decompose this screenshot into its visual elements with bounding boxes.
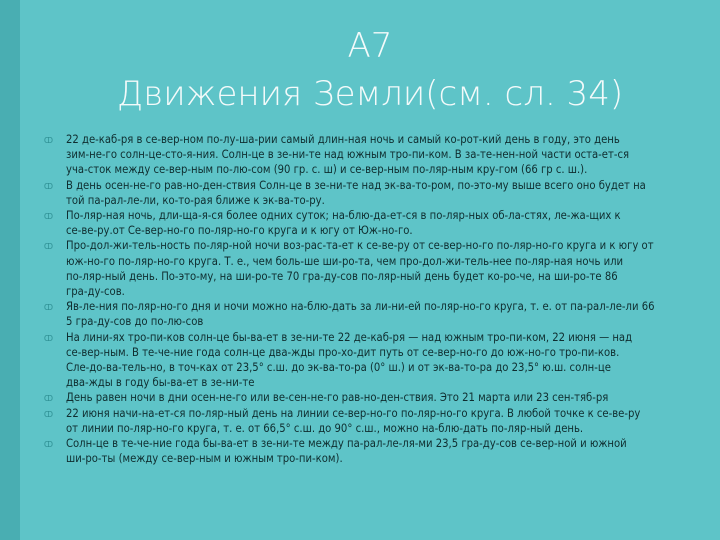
bullet-text: День равен ночи в дни осен-не-го или ве-сен-не-го рав-но-ден-ствия. Это 21 марта или 23 сен-тяб-ря xyxy=(66,391,609,405)
list-item xyxy=(44,132,718,178)
list-item xyxy=(44,299,718,329)
bullet-text: Яв-ле-ния по-ляр-но-го дня и ночи можно на-блю-дать за ли-ни-ей по-ляр-но-го круга, т. е. от па-рал-ле-ли 66 5 гра-ду-сов до по-лю-сов xyxy=(66,300,655,329)
list-item xyxy=(44,178,718,208)
curly-bullet-icon: ↀ xyxy=(44,394,53,404)
bullet-list xyxy=(44,132,718,466)
bullet-text: В день осен-не-го рав-но-ден-ствия Солн-це в зе-ни-те над эк-ва-то-ром, по-это-му выше всего оно будет на той па-рал-ле-ли, ко-то-рая ближе к эк-ва-то-ру. xyxy=(66,178,646,207)
bullet-text: На лини-ях тро-пи-ков солн-це бы-ва-ет в зе-ни-те 22 де-каб-ря — над южным тро-пи-ком, 22 июня — над се-вер-ным. В те-че-ние года солн-це два-жды про-хо-дит путь от се-вер-но-го до юж-но-го тро-пи-ков. Сле-до-ва-тель-но, в точ-ках от 23,5° с.ш. до эк-ва-то-ра (0° ш.) и от эк-ва-то-ра до 23,5° ю.ш. солн-це два-жды в году бы-ва-ет в зе-ни-те xyxy=(66,330,633,390)
bullet-text: Солн-це в те-че-ние года бы-ва-ет в зе-ни-те между па-рал-ле-ля-ми 23,5 гра-ду-сов се-вер-ной и южной ши-ро-ты (между се-вер-ным и южным тро-пи-ком). xyxy=(66,437,627,466)
list-item xyxy=(44,208,718,238)
bullet-text: 22 де-каб-ря в се-вер-ном по-лу-ша-рии самый длин-ная ночь и самый ко-рот-кий день в году, это день зим-не-го солн-це-сто-я-ния. Солн-це в зе-ни-те над южным тро-пи-ком. В за-те-нен-ной части оста-ет-ся уча-сток между се-вер-ным по-лю-сом (90 гр. с. ш) и се-вер-ным по-ляр-ным кру-гом (66 гр с. ш.). xyxy=(66,133,630,177)
list-item xyxy=(44,406,718,436)
list-item xyxy=(44,330,718,391)
list-item xyxy=(44,436,718,466)
curly-bullet-icon: ↀ xyxy=(44,136,53,145)
curly-bullet-icon: ↀ xyxy=(44,409,53,419)
curly-bullet-icon: ↀ xyxy=(44,181,53,191)
curly-bullet-icon: ↀ xyxy=(44,333,53,343)
list-item xyxy=(44,390,718,405)
bullet-text: По-ляр-ная ночь, дли-ща-я-ся более одних суток; на-блю-да-ет-ся в по-ляр-ных об-ла-стях, ле-жа-щих к се-ве-ру.от Се-вер-но-го по-ляр-но-го круга и к югу от Юж-но-го. xyxy=(66,209,621,238)
curly-bullet-icon: ↀ xyxy=(44,242,53,252)
curly-bullet-icon: ↀ xyxy=(44,303,53,313)
curly-bullet-icon: ↀ xyxy=(44,212,53,222)
list-item xyxy=(44,238,718,299)
title-line-1: А7 xyxy=(347,26,393,66)
title-line-2: Движения Земли(см. сл. 34) xyxy=(116,74,624,114)
slide-title xyxy=(20,22,720,118)
bullet-text: 22 июня начи-на-ет-ся по-ляр-ный день на линии се-вер-но-го по-ляр-но-го круга. В любой точке к се-ве-ру от линии по-ляр-но-го круга, т. е. от 66,5° с.ш. до 90° с.ш., можно на-блю-дать по-ляр-ный день. xyxy=(66,406,641,435)
curly-bullet-icon: ↀ xyxy=(44,440,53,450)
left-accent-strip xyxy=(0,0,20,540)
bullet-text: Про-дол-жи-тель-ность по-ляр-ной ночи воз-рас-та-ет к се-ве-ру от се-вер-но-го по-ляр-но-го круга и к югу от юж-но-го по-ляр-но-го круга. Т. е., чем боль-ше ши-ро-та, чем про-дол-жи-тель-нее по-ляр-ная ночь или по-ляр-ный день. По-это-му, на ши-ро-те 70 гра-дy-сов по-ляр-ный день будет ко-ро-че, на ши-ро-те 86 гра-ду-сов. xyxy=(66,239,654,299)
